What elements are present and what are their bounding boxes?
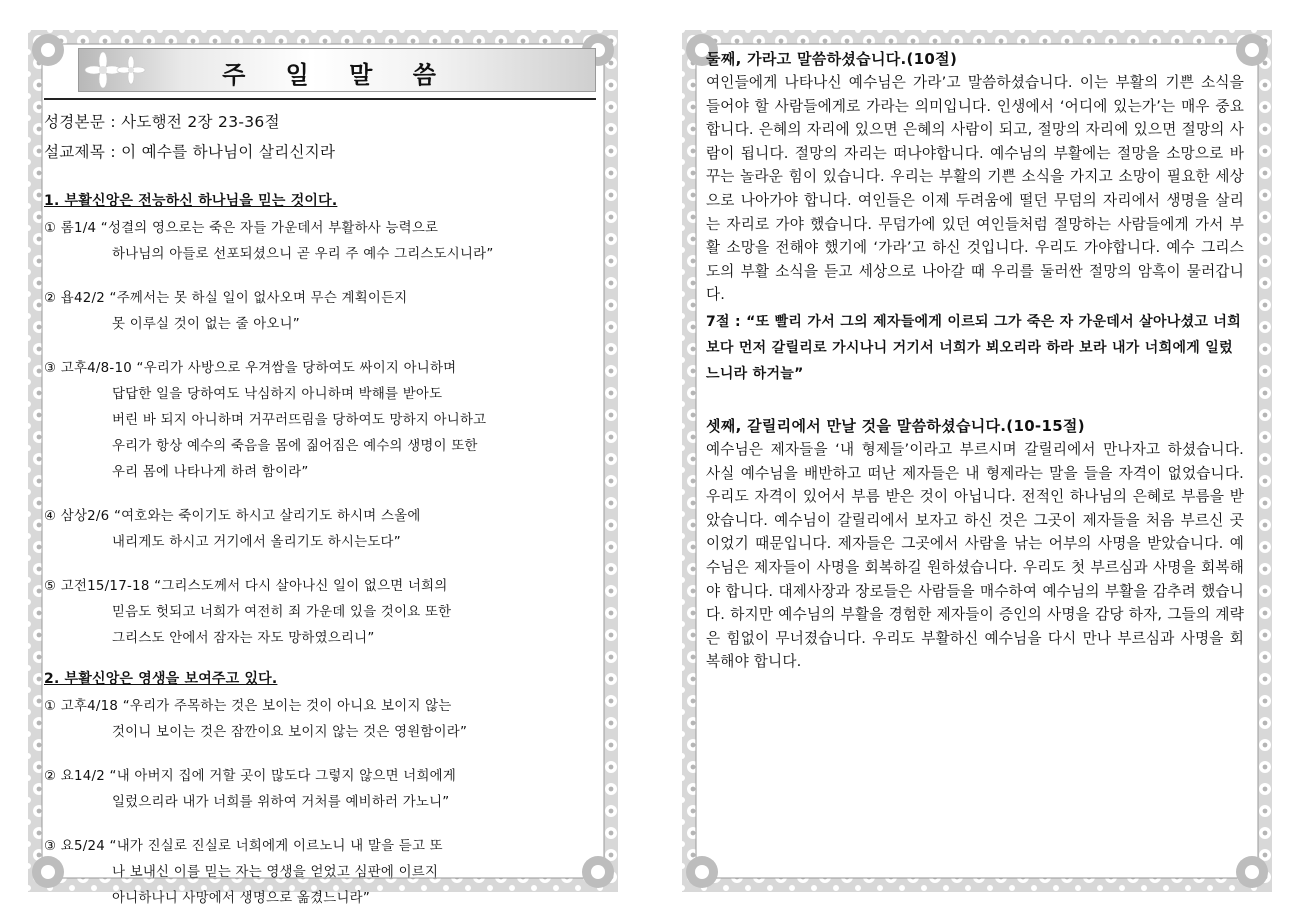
- verse-line: 일렀으리라 내가 너희를 위하여 거처를 예비하러 가노니”: [112, 795, 450, 810]
- verse-line: 우리가 항상 예수의 죽음을 몸에 짊어짐은 예수의 생명이 또한: [112, 439, 478, 454]
- verse-line: 나 보내신 이를 믿는 자는 영생을 얻었고 심판에 이르지: [112, 865, 439, 880]
- verse-line: ① 롬1/4 “성결의 영으로는 죽은 자들 가운데서 부활하사 능력으로: [44, 221, 439, 236]
- verse-line: 답답한 일을 당하여도 낙심하지 아니하며 박해를 받아도: [112, 387, 443, 402]
- verse-quote: 7절 : “또 빨리 가서 그의 제자들에게 이르되 그가 죽은 자 가운데서 살아나셨고 너희보다 먼저 갈릴리로 가시나니 거기서 너희가 뵈오리라 하라 보라 내가 너희에게 일렀느니라 하거늘”: [706, 313, 1242, 382]
- verse-line: 버린 바 되지 아니하며 거꾸러뜨림을 당하여도 망하지 아니하고: [112, 413, 487, 428]
- page-title: 주 일 말 씀: [222, 61, 452, 89]
- verse-line: 하나님의 아들로 선포되셨으니 곧 우리 주 예수 그리스도시니라”: [112, 247, 494, 262]
- verse-line: 그리스도 안에서 잠자는 자도 망하였으리니”: [112, 631, 375, 646]
- verse-item: [44, 286, 596, 338]
- verse-line: ③ 요5/24 “내가 진실로 진실로 너희에게 이르노니 내 말을 듣고 또: [44, 839, 443, 854]
- verse-line: ④ 삼상2/6 “여호와는 죽이기도 하시고 살리기도 하시며 스올에: [44, 509, 421, 524]
- paragraph-third: 예수님은 제자들을 ‘내 형제들’이라고 부르시며 갈릴리에서 만나자고 하셨습니다. 사실 예수님을 배반하고 떠난 제자들은 내 형제라는 말을 들을 자격이 없었습니다. 우리도 자격이 있어서 부름 받은 것이 아닙니다. 전적인 하나님의 은혜로 부름을 받았습니다. 예수님이 갈릴리에서 보자고 하신 것은 그곳이 제자들을 처음 부르신 곳이었기 때문입니다. 제자들은 그곳에서 사람을 낚는 어부의 사명을 받았습니다. 예수님은 제자들이 사명을 회복하길 원하셨습니다. 우리도 첫 부르심과 사명을 회복해야 합니다. 대제사장과 장로들은 사람들을 매수하여 예수님의 부활을 감추려 했습니다. 하지만 예수님의 부활을 경험한 제자들이 증인의 사명을 감당 하자, 그들의 계략은 힘없이 무너졌습니다. 우리도 부활하신 예수님을 다시 만나 부르심과 사명을 회복해야 합니다.: [706, 440, 1244, 671]
- sermon-title: 설교제목 : 이 예수를 하나님이 살리신지라: [44, 143, 336, 161]
- title-banner: [78, 48, 596, 92]
- verse-line: ③ 고후4/8-10 “우리가 사방으로 우겨쌈을 당하여도 싸이지 아니하며: [44, 361, 457, 376]
- section-heading-2: 2. 부활신앙은 영생을 보여주고 있다.: [44, 671, 278, 687]
- verse-line: 것이니 보이는 것은 잠깐이요 보이지 않는 것은 영원함이라”: [112, 725, 468, 740]
- verse-line: ② 요14/2 “내 아버지 집에 거할 곳이 많도다 그렇지 않으면 너희에게: [44, 769, 457, 784]
- verse-item: [44, 504, 596, 556]
- verse-line: 아니하나니 사망에서 생명으로 옮겼느니라”: [112, 891, 371, 906]
- verse-line: 못 이루실 것이 없는 줄 아오니”: [112, 317, 300, 332]
- verse-line: 우리 몸에 나타나게 하려 함이라”: [112, 465, 309, 480]
- title-divider: [44, 98, 596, 100]
- right-page: [682, 30, 1272, 892]
- right-content: [706, 48, 1244, 872]
- left-content: [44, 48, 596, 906]
- verse-line: ① 고후4/18 “우리가 주목하는 것은 보이는 것이 아니요 보이지 않는: [44, 699, 452, 714]
- section-heading-third: 셋째, 갈릴리에서 만날 것을 말씀하셨습니다.(10-15절): [706, 416, 1085, 435]
- verse-line: ② 욥42/2 “주께서는 못 하실 일이 없사오며 무슨 계획이든지: [44, 291, 408, 306]
- scripture-reference: 성경본문 : 사도행전 2장 23-36절: [44, 113, 280, 131]
- verse-item: [44, 694, 596, 746]
- verse-line: 내리게도 하시고 거기에서 올리기도 하시는도다”: [112, 535, 401, 550]
- left-page: [28, 30, 618, 906]
- verse-item: [44, 356, 596, 486]
- verse-item: [44, 764, 596, 816]
- verse-item: [44, 574, 596, 652]
- verse-line: ⑤ 고전15/17-18 “그리스도께서 다시 살아나신 일이 없으면 너희의: [44, 579, 448, 594]
- verse-item: [44, 834, 596, 912]
- section-heading-1: 1. 부활신앙은 전능하신 하나님을 믿는 것이다.: [44, 193, 338, 209]
- section-heading-second: 둘째, 가라고 말씀하셨습니다.(10절): [706, 50, 958, 68]
- verse-item: [44, 216, 596, 268]
- verse-line: 믿음도 헛되고 너희가 여전히 죄 가운데 있을 것이요 또한: [112, 605, 452, 620]
- paragraph-second: 여인들에게 나타나신 예수님은 가라’고 말씀하셨습니다. 이는 부활의 기쁜 소식을 들어야 할 사람들에게로 가라는 의미입니다. 인생에서 ‘어디에 있는가’는 매우 중요합니다. 은혜의 자리에 있으면 은혜의 사람이 되고, 절망의 자리에 있으면 절망의 사람이 됩니다. 절망의 자리는 떠나야합니다. 예수님의 부활에는 절망을 소망으로 바꾸는 놀라운 힘이 있습니다. 우리는 부활의 기쁜 소식을 가지고 소망이 필요한 세상으로 나아가야 합니다. 여인들은 이제 두려움에 떨던 무덤의 자리에서 생명을 살리는 자리로 가야 했습니다. 무덤가에 있던 여인들처럼 절망하는 사람들에게 가서 부활 소망을 전해야 했기에 ‘가라’고 하신 것입니다. 우리도 가야합니다. 예수 그리스도의 부활 소식을 듣고 세상으로 나아갈 때 우리를 둘러싼 절망의 암흑이 물러갑니다.: [706, 74, 1244, 304]
